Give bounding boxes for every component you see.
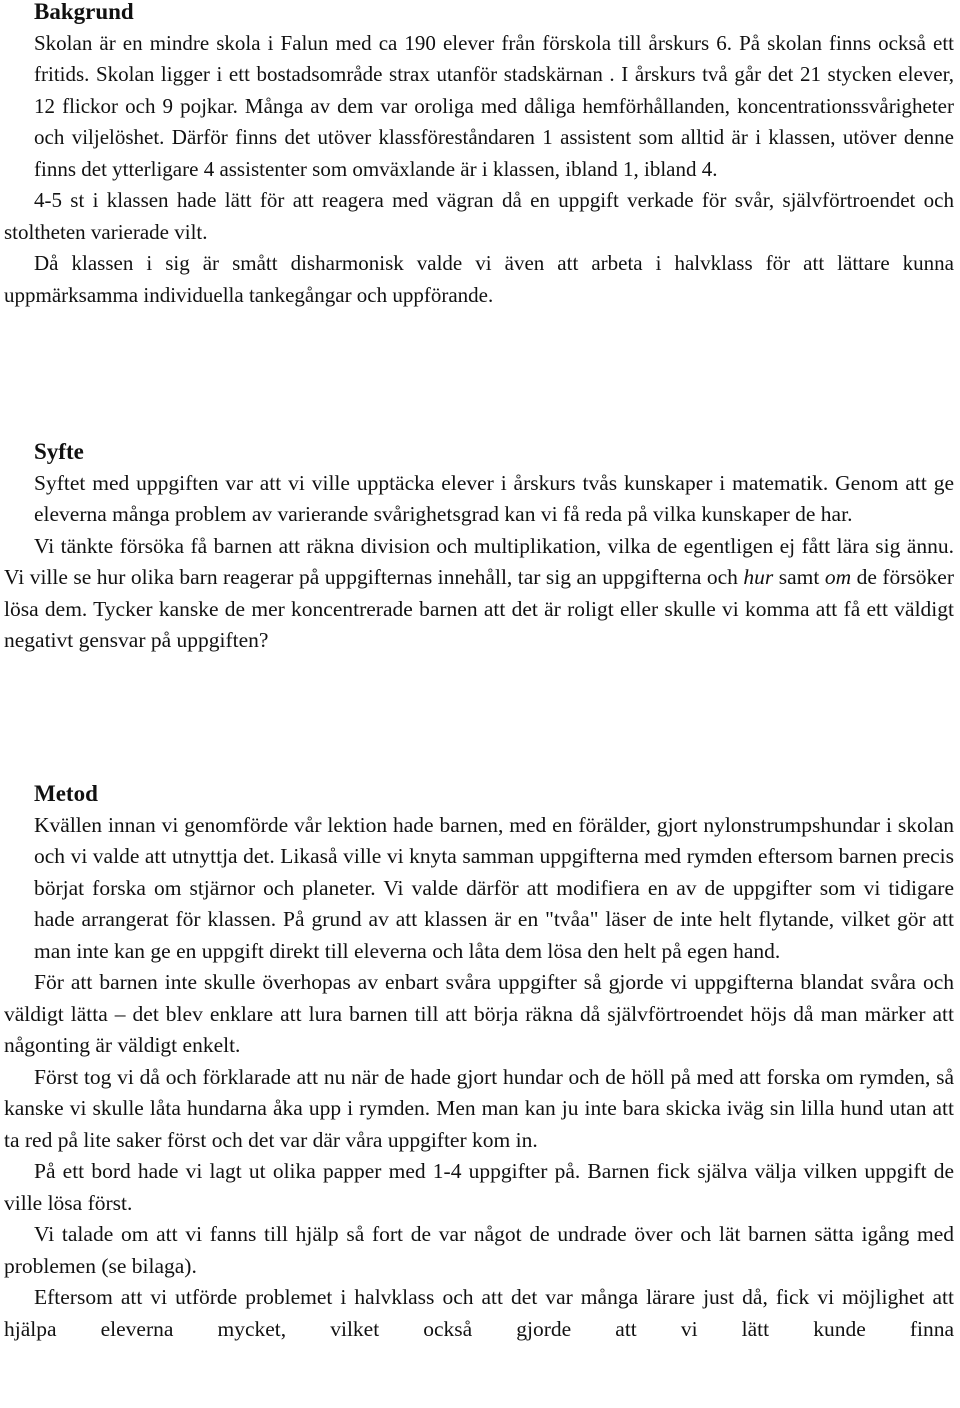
syfte-emphasis-hur: hur [743, 565, 774, 589]
syfte-text-c: de försöker lösa dem. Tycker kanske de mer koncentrerade barnen att det är roligt eller skulle vi komma att få ett väldigt negativt gensvar på uppgiften? [4, 565, 954, 652]
heading-metod: Metod [34, 781, 98, 806]
syfte-emphasis-om: om [824, 565, 852, 589]
section-syfte [4, 436, 954, 657]
heading-bakgrund: Bakgrund [34, 0, 134, 24]
syfte-text-b: samt [773, 565, 825, 589]
paragraph-metod-5: Vi talade om att vi fanns till hjälp så fort de var något de undrade över och lät barnen sätta igång med problemen (se bilaga). [4, 1222, 954, 1278]
paragraph-metod-1: Kvällen innan vi genomförde vår lektion hade barnen, med en förälder, gjort nylonstrumpshundar i skolan och vi valde att utnyttja det. Likaså ville vi knyta samman uppgifterna med rymden eftersom barnen precis börjat forska om stjärnor och planeter. Vi valde därför att modifiera en av de uppgifter som vi tidigare hade arrangerat för klassen. På grund av att klassen är en "tvåa" läser de inte helt flytande, vilket gör att man inte kan ge en uppgift direkt till eleverna och låta dem lösa den helt på egen hand. [34, 812, 954, 963]
section-metod [4, 778, 954, 1345]
paragraph-metod-6: Eftersom att vi utförde problemet i halvklass och att det var många lärare just då, fick vi möjlighet att hjälpa eleverna mycket, vilket också gjorde att vi lätt kunde finna [4, 1285, 954, 1341]
paragraph-bakgrund-1: Skolan är en mindre skola i Falun med ca 190 elever från förskola till årskurs 6. På skolan finns också ett fritids. Skolan ligger i ett bostadsområde strax utanför stadskärnan . I årskurs två går det 21 stycken elever, 12 flickor och 9 pojkar. Många av dem var oroliga med dåliga hemförhållanden, koncentrationssvårigheter och viljelöshet. Därför finns det utöver klassföreståndaren 1 assistent som alltid är i klassen, utöver denne finns det ytterligare 4 assistenter som omväxlande är i klassen, ibland 1, ibland 4. [34, 30, 954, 181]
paragraph-bakgrund-3: Då klassen i sig är smått disharmonisk valde vi även att arbeta i halvklass för att lättare kunna uppmärksamma individuella tankegångar och uppförande. [4, 251, 954, 307]
paragraph-metod-3: Först tog vi då och förklarade att nu när de hade gjort hundar och de höll på med att forska om rymden, så kanske vi skulle låta hundarna åka upp i rymden. Men man kan ju inte bara skicka iväg sin lilla hund utan att ta red på lite saker först och det var där våra uppgifter kom in. [4, 1064, 954, 1152]
section-bakgrund [4, 0, 954, 311]
syfte-text-a: Vi tänkte försöka få barnen att räkna division och multiplikation, vilka de egentligen ej fått lära sig ännu. Vi ville se hur olika barn reagerar på uppgifternas innehåll, tar sig an uppgifterna och [4, 533, 954, 589]
paragraph-metod-2: För att barnen inte skulle överhopas av enbart svåra uppgifter så gjorde vi uppgifterna blandat svåra och väldigt lätta – det blev enklare att lura barnen till att börja räkna då självförtroendet höjs då man märker att någonting är väldigt enkelt. [4, 970, 954, 1057]
paragraph-bakgrund-2: 4-5 st i klassen hade lätt för att reagera med vägran då en uppgift verkade för svår, självförtroendet och stoltheten varierade vilt. [4, 188, 954, 244]
heading-syfte: Syfte [34, 439, 84, 464]
paragraph-metod-4: På ett bord hade vi lagt ut olika papper med 1-4 uppgifter på. Barnen fick själva välja vilken uppgift de ville lösa först. [4, 1159, 954, 1215]
paragraph-syfte-1: Syftet med uppgiften var att vi ville upptäcka elever i årskurs tvås kunskaper i matematik. Genom att ge eleverna många problem av varierande svårighetsgrad kan vi få reda på vilka kunskaper de har. [34, 470, 954, 526]
paragraph-syfte-2 [4, 531, 954, 657]
